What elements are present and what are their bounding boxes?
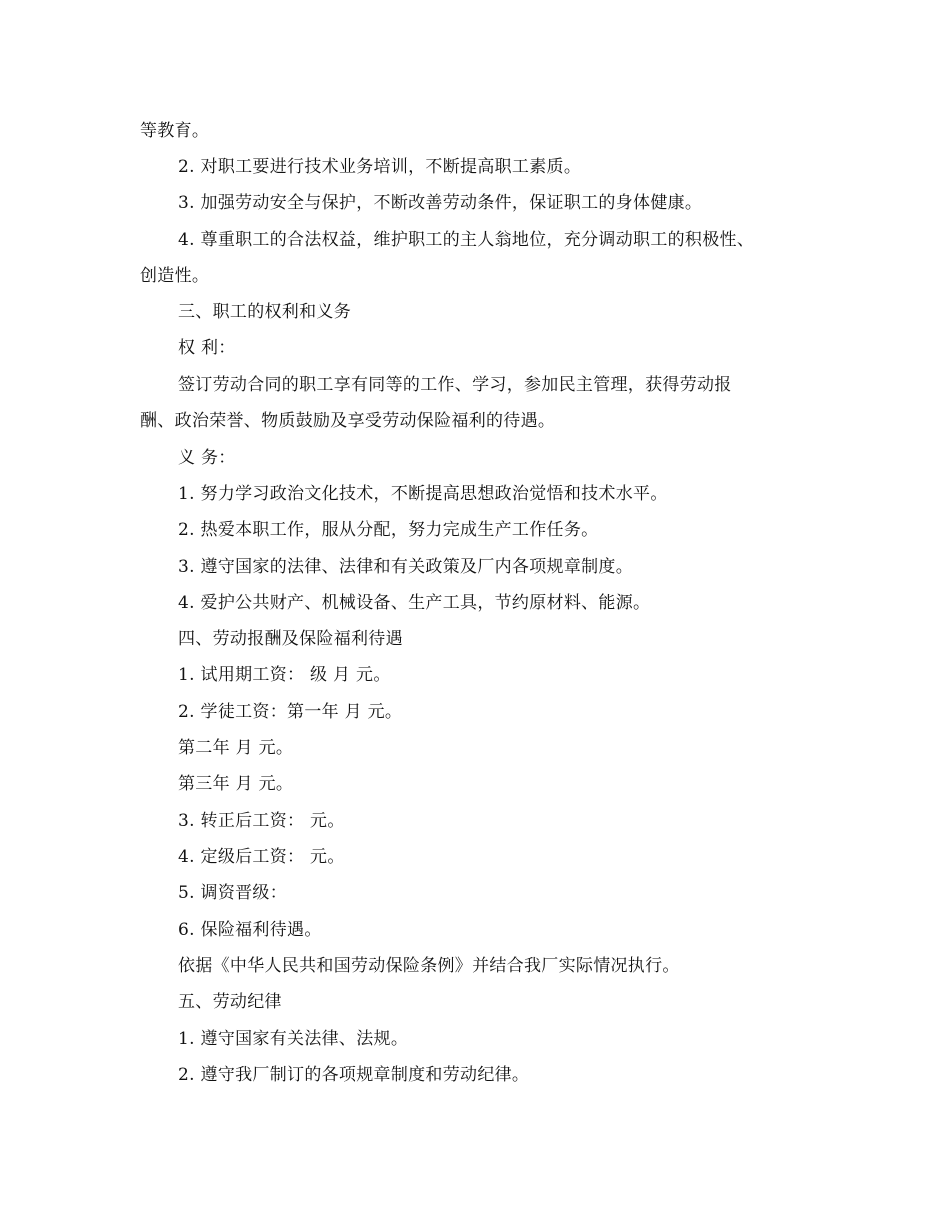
text-line: 1. 努力学习政治文化技术，不断提高思想政治觉悟和技术水平。	[178, 484, 668, 504]
text-line: 4. 定级后工资： 元。	[178, 847, 345, 867]
text-line: 2. 学徒工资：第一年 月 元。	[178, 702, 403, 722]
text-line: 第三年 月 元。	[178, 774, 294, 794]
text-line: 2. 遵守我厂制订的各项规章制度和劳动纪律。	[178, 1065, 530, 1085]
text-line: 5. 调资晋级：	[178, 883, 288, 903]
text-line: 6. 保险福利待遇。	[178, 920, 322, 940]
text-line: 第二年 月 元。	[178, 738, 294, 758]
section-heading: 三、职工的权利和义务	[178, 302, 351, 322]
text-line: 3. 加强劳动安全与保护，不断改善劳动条件，保证职工的身体健康。	[178, 193, 703, 213]
text-line: 3. 转正后工资： 元。	[178, 811, 345, 831]
text-line: 1. 遵守国家有关法律、法规。	[178, 1029, 409, 1049]
text-line: 3. 遵守国家的法律、法律和有关政策及厂内各项规章制度。	[178, 557, 634, 577]
text-line: 酬、政治荣誉、物质鼓励及享受劳动保险福利的待遇。	[140, 411, 556, 431]
text-line: 1. 试用期工资： 级 月 元。	[178, 665, 391, 685]
section-heading: 四、劳动报酬及保险福利待遇	[178, 629, 403, 649]
text-line: 创造性。	[140, 266, 210, 286]
text-line: 签订劳动合同的职工享有同等的工作、学习，参加民主管理，获得劳动报	[178, 375, 732, 395]
text-line: 4. 爱护公共财产、机械设备、生产工具，节约原材料、能源。	[178, 593, 651, 613]
text-line: 4. 尊重职工的合法权益，维护职工的主人翁地位，充分调动职工的积极性、	[178, 230, 755, 250]
text-line: 2. 热爱本职工作，服从分配，努力完成生产工作任务。	[178, 520, 599, 540]
subheading: 权 利：	[178, 338, 236, 358]
subheading: 义 务：	[178, 448, 236, 468]
section-heading: 五、劳动纪律	[178, 992, 282, 1012]
text-line: 等教育。	[140, 121, 210, 141]
text-line: 依据《中华人民共和国劳动保险条例》并结合我厂实际情况执行。	[178, 956, 680, 976]
text-line: 2. 对职工要进行技术业务培训，不断提高职工素质。	[178, 157, 582, 177]
